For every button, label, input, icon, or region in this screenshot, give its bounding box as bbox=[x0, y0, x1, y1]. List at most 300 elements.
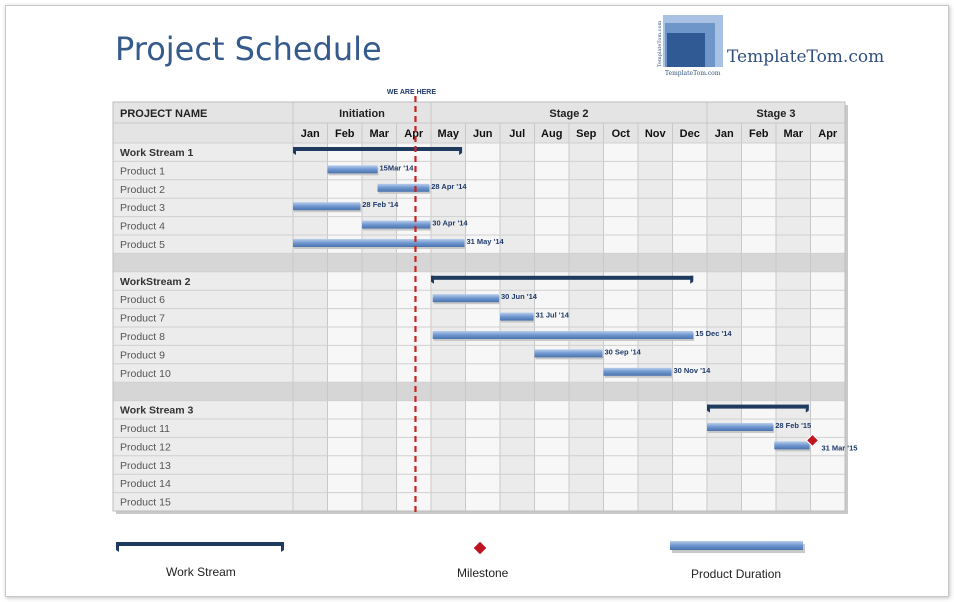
grid-cell bbox=[673, 161, 708, 179]
product-bar bbox=[293, 202, 360, 210]
grid-cell bbox=[500, 364, 535, 382]
grid-cell bbox=[397, 290, 432, 308]
grid-cell bbox=[638, 345, 673, 363]
grid-cell bbox=[638, 180, 673, 198]
grid-cell bbox=[500, 419, 535, 437]
grid-cell bbox=[776, 290, 811, 308]
grid-cell bbox=[569, 180, 604, 198]
grid-cell bbox=[466, 364, 501, 382]
grid-cell bbox=[431, 474, 466, 492]
grid-cell bbox=[293, 493, 328, 511]
grid-cell bbox=[811, 327, 846, 345]
month-header: Apr bbox=[404, 128, 424, 140]
product-label: Product 6 bbox=[120, 294, 165, 307]
product-label: Product 3 bbox=[120, 202, 165, 215]
grid-cell bbox=[707, 143, 742, 161]
grid-cell bbox=[569, 235, 604, 253]
grid-cell bbox=[500, 345, 535, 363]
product-label: Product 7 bbox=[120, 312, 165, 325]
grid-cell bbox=[638, 437, 673, 455]
grid-cell bbox=[535, 217, 570, 235]
grid-cell bbox=[466, 217, 501, 235]
product-end-date-label: 30 Jun '14 bbox=[500, 292, 537, 302]
product-label: Product 9 bbox=[120, 349, 165, 362]
grid-cell bbox=[707, 437, 742, 455]
product-label: Product 14 bbox=[120, 478, 171, 491]
grid-cell bbox=[638, 401, 673, 419]
grid-cell bbox=[742, 345, 777, 363]
grid-cell bbox=[742, 198, 777, 216]
grid-cell bbox=[776, 327, 811, 345]
month-header: Sep bbox=[576, 128, 597, 140]
grid-cell bbox=[673, 437, 708, 455]
product-label: Product 11 bbox=[120, 423, 171, 435]
grid-cell bbox=[742, 437, 777, 455]
grid-cell bbox=[500, 235, 535, 253]
grid-cell bbox=[362, 309, 397, 327]
product-label: Product 5 bbox=[120, 239, 165, 251]
grid-cell bbox=[811, 198, 846, 216]
grid-cell bbox=[673, 345, 708, 363]
we-are-here-label: WE ARE HERE bbox=[386, 89, 437, 96]
grid-cell bbox=[742, 401, 777, 419]
grid-cell bbox=[328, 456, 363, 474]
grid-cell bbox=[569, 143, 604, 161]
page-title: Project Schedule bbox=[115, 30, 382, 68]
grid-cell bbox=[811, 345, 846, 363]
grid-cell bbox=[707, 198, 742, 216]
grid-cell bbox=[707, 401, 742, 419]
grid-cell bbox=[397, 345, 432, 363]
legend-milestone-label: Milestone bbox=[457, 566, 509, 580]
grid-cell bbox=[569, 474, 604, 492]
grid-cell bbox=[466, 272, 501, 290]
grid-cell bbox=[535, 290, 570, 308]
grid-cell bbox=[673, 419, 708, 437]
grid-cell bbox=[707, 493, 742, 511]
grid-cell bbox=[638, 474, 673, 492]
grid-cell bbox=[776, 493, 811, 511]
grid-cell bbox=[707, 235, 742, 253]
grid-cell bbox=[742, 290, 777, 308]
grid-cell bbox=[466, 198, 501, 216]
work-stream-label: Work Stream 3 bbox=[120, 404, 194, 417]
work-stream-label: WorkStream 2 bbox=[120, 275, 191, 288]
grid-cell bbox=[431, 437, 466, 455]
grid-cell bbox=[431, 401, 466, 419]
product-label: Product 13 bbox=[120, 459, 171, 472]
work-stream-bar bbox=[431, 276, 693, 280]
grid-cell bbox=[604, 456, 639, 474]
grid-cell bbox=[466, 419, 501, 437]
grid-cell bbox=[535, 161, 570, 179]
grid-cell bbox=[466, 493, 501, 511]
grid-cell bbox=[431, 309, 466, 327]
product-bar bbox=[362, 221, 430, 229]
grid-cell bbox=[742, 161, 777, 179]
grid-cell bbox=[397, 456, 432, 474]
grid-cell bbox=[362, 364, 397, 382]
grid-cell bbox=[431, 419, 466, 437]
grid-cell bbox=[397, 143, 432, 161]
grid-cell bbox=[535, 474, 570, 492]
grid-cell bbox=[397, 198, 432, 216]
grid-cell bbox=[500, 217, 535, 235]
product-bar bbox=[433, 331, 693, 339]
grid-cell bbox=[293, 437, 328, 455]
product-end-date-label: 31 Jul '14 bbox=[535, 310, 569, 320]
product-label: Product 10 bbox=[120, 367, 171, 380]
grid-cell bbox=[638, 143, 673, 161]
grid-cell bbox=[466, 401, 501, 419]
grid-cell bbox=[776, 474, 811, 492]
grid-cell bbox=[604, 217, 639, 235]
grid-cell bbox=[535, 180, 570, 198]
grid-cell bbox=[431, 456, 466, 474]
grid-cell bbox=[397, 437, 432, 455]
legend-work-stream-right-cap bbox=[281, 542, 284, 552]
month-header: Oct bbox=[611, 128, 630, 140]
grid-cell bbox=[811, 290, 846, 308]
grid-cell bbox=[362, 345, 397, 363]
grid-cell bbox=[707, 456, 742, 474]
month-header: Nov bbox=[644, 128, 666, 140]
grid-cell bbox=[604, 272, 639, 290]
grid-cell bbox=[431, 198, 466, 216]
grid-cell bbox=[811, 180, 846, 198]
grid-cell bbox=[776, 217, 811, 235]
product-bar bbox=[500, 313, 533, 321]
month-header: Jan bbox=[714, 128, 734, 140]
grid-cell bbox=[500, 474, 535, 492]
grid-cell bbox=[811, 401, 846, 419]
logo-brand-text: TemplateTom.com bbox=[727, 47, 885, 67]
product-bar bbox=[535, 349, 603, 357]
legend-product-duration-label: Product Duration bbox=[691, 567, 782, 581]
month-header: Feb bbox=[748, 128, 769, 140]
grid-cell bbox=[500, 437, 535, 455]
grid-cell bbox=[569, 309, 604, 327]
grid-cell bbox=[742, 474, 777, 492]
grid-cell bbox=[604, 180, 639, 198]
legend-work-stream-left-cap bbox=[116, 542, 119, 552]
grid-cell bbox=[328, 493, 363, 511]
grid-cell bbox=[397, 401, 432, 419]
grid-cell bbox=[776, 143, 811, 161]
grid-cell bbox=[776, 235, 811, 253]
product-end-date-label: 15 Dec '14 bbox=[695, 329, 732, 338]
grid-cell bbox=[707, 345, 742, 363]
product-end-date-label: 31 Mar '15 bbox=[821, 443, 858, 453]
logo-vertical-text: TemplateTom.com bbox=[657, 20, 663, 67]
grid-cell bbox=[638, 456, 673, 474]
grid-cell bbox=[673, 198, 708, 216]
grid-cell bbox=[500, 198, 535, 216]
grid-cell bbox=[397, 272, 432, 290]
grid-cell bbox=[362, 419, 397, 437]
grid-cell bbox=[742, 235, 777, 253]
grid-cell bbox=[362, 474, 397, 492]
grid-cell bbox=[328, 437, 363, 455]
grid-cell bbox=[638, 161, 673, 179]
grid-cell bbox=[466, 456, 501, 474]
grid-cell bbox=[328, 345, 363, 363]
grid-cell bbox=[362, 327, 397, 345]
grid-cell bbox=[673, 474, 708, 492]
grid-cell bbox=[293, 309, 328, 327]
product-label: Product 2 bbox=[120, 183, 165, 196]
grid-cell bbox=[673, 456, 708, 474]
grid-cell bbox=[776, 161, 811, 179]
legend-work-stream-label: Work Stream bbox=[166, 565, 236, 579]
grid-cell bbox=[535, 401, 570, 419]
grid-cell bbox=[293, 161, 328, 179]
product-label: Product 12 bbox=[120, 441, 171, 454]
grid-cell bbox=[776, 180, 811, 198]
grid-cell bbox=[604, 309, 639, 327]
grid-cell bbox=[569, 401, 604, 419]
section-separator-row bbox=[113, 253, 845, 271]
grid-cell bbox=[328, 217, 363, 235]
grid-cell bbox=[293, 364, 328, 382]
grid-cell bbox=[811, 456, 846, 474]
grid-cell bbox=[293, 290, 328, 308]
grid-cell bbox=[742, 272, 777, 290]
grid-cell bbox=[742, 493, 777, 511]
month-header: Dec bbox=[679, 128, 700, 140]
grid-cell bbox=[811, 272, 846, 290]
grid-cell bbox=[362, 437, 397, 455]
product-end-date-label: 30 Apr '14 bbox=[432, 218, 468, 228]
grid-cell bbox=[811, 235, 846, 253]
grid-cell bbox=[673, 143, 708, 161]
grid-cell bbox=[500, 272, 535, 290]
product-label: Product 8 bbox=[120, 331, 165, 343]
project-name-header: PROJECT NAME bbox=[120, 108, 208, 120]
grid-cell bbox=[673, 272, 708, 290]
grid-cell bbox=[397, 493, 432, 511]
legend-milestone-marker bbox=[473, 541, 487, 555]
work-stream-label: Work Stream 1 bbox=[120, 147, 194, 159]
grid-cell bbox=[673, 401, 708, 419]
grid-cell bbox=[776, 198, 811, 216]
grid-cell bbox=[293, 401, 328, 419]
grid-cell bbox=[707, 272, 742, 290]
grid-cell bbox=[776, 345, 811, 363]
grid-cell bbox=[604, 235, 639, 253]
logo-small-text: TemplateTom.com bbox=[665, 70, 721, 77]
grid-cell bbox=[535, 235, 570, 253]
grid-cell bbox=[776, 272, 811, 290]
grid-cell bbox=[500, 161, 535, 179]
work-stream-bar bbox=[293, 147, 462, 151]
grid-cell bbox=[569, 217, 604, 235]
grid-cell bbox=[742, 309, 777, 327]
grid-cell bbox=[466, 474, 501, 492]
grid-cell bbox=[811, 364, 846, 382]
grid-cell bbox=[811, 474, 846, 492]
grid-cell bbox=[638, 493, 673, 511]
grid-cell bbox=[328, 364, 363, 382]
grid-cell bbox=[569, 161, 604, 179]
grid-cell bbox=[293, 180, 328, 198]
section-separator-row bbox=[113, 382, 845, 400]
grid-cell bbox=[673, 217, 708, 235]
grid-cell bbox=[707, 180, 742, 198]
grid-cell bbox=[569, 493, 604, 511]
product-end-date-label: 28 Feb '14 bbox=[362, 200, 399, 210]
month-header: May bbox=[437, 128, 459, 140]
product-end-date-label: 31 May '14 bbox=[466, 237, 504, 246]
grid-cell bbox=[500, 180, 535, 198]
product-bar bbox=[604, 368, 672, 376]
month-header: Apr bbox=[818, 128, 838, 140]
product-end-date-label: 30 Nov '14 bbox=[673, 365, 711, 375]
grid-cell bbox=[673, 290, 708, 308]
grid-cell bbox=[638, 235, 673, 253]
grid-cell bbox=[293, 143, 328, 161]
grid-cell bbox=[742, 456, 777, 474]
grid-cell bbox=[638, 419, 673, 437]
grid-cell bbox=[811, 217, 846, 235]
grid-cell bbox=[535, 143, 570, 161]
grid-cell bbox=[742, 364, 777, 382]
grid-cell bbox=[742, 217, 777, 235]
grid-cell bbox=[397, 364, 432, 382]
grid-cell bbox=[535, 456, 570, 474]
grid-cell bbox=[500, 401, 535, 419]
legend-work-stream-bar bbox=[116, 542, 284, 546]
grid-cell bbox=[604, 437, 639, 455]
grid-cell bbox=[811, 309, 846, 327]
grid-cell bbox=[397, 309, 432, 327]
grid-cell bbox=[328, 180, 363, 198]
grid-cell bbox=[293, 419, 328, 437]
grid-cell bbox=[811, 493, 846, 511]
grid-cell bbox=[431, 345, 466, 363]
grid-cell bbox=[604, 198, 639, 216]
grid-cell bbox=[638, 272, 673, 290]
grid-cell bbox=[535, 493, 570, 511]
grid-cell bbox=[535, 198, 570, 216]
grid-cell bbox=[362, 272, 397, 290]
grid-cell bbox=[569, 364, 604, 382]
grid-cell bbox=[431, 161, 466, 179]
grid-cell bbox=[535, 272, 570, 290]
month-header: Feb bbox=[334, 128, 355, 140]
grid-cell bbox=[776, 456, 811, 474]
grid-cell bbox=[466, 180, 501, 198]
product-bar bbox=[293, 239, 464, 247]
grid-cell bbox=[604, 419, 639, 437]
grid-cell bbox=[707, 161, 742, 179]
grid-cell bbox=[293, 345, 328, 363]
grid-cell bbox=[293, 217, 328, 235]
grid-cell bbox=[397, 474, 432, 492]
legend-product-bar bbox=[670, 541, 803, 550]
grid-cell bbox=[328, 272, 363, 290]
grid-cell bbox=[673, 309, 708, 327]
grid-cell bbox=[328, 143, 363, 161]
month-header: Jan bbox=[300, 128, 320, 140]
grid-cell bbox=[362, 401, 397, 419]
grid-cell bbox=[707, 474, 742, 492]
grid-cell bbox=[742, 327, 777, 345]
product-bar bbox=[774, 441, 809, 449]
grid-cell bbox=[776, 401, 811, 419]
grid-cell bbox=[397, 419, 432, 437]
product-label: Product 4 bbox=[120, 220, 165, 233]
product-label: Product 1 bbox=[120, 165, 165, 178]
grid-cell bbox=[638, 290, 673, 308]
grid-cell bbox=[293, 474, 328, 492]
product-end-date-label: 30 Sep '14 bbox=[604, 347, 641, 357]
product-bar bbox=[378, 184, 430, 192]
month-header: Mar bbox=[783, 128, 804, 140]
grid-cell bbox=[638, 217, 673, 235]
grid-cell bbox=[638, 309, 673, 327]
grid-cell bbox=[466, 161, 501, 179]
grid-cell bbox=[466, 437, 501, 455]
stage-header: Stage 3 bbox=[756, 108, 796, 120]
grid-cell bbox=[535, 437, 570, 455]
grid-cell bbox=[673, 235, 708, 253]
grid-cell bbox=[776, 364, 811, 382]
grid-cell bbox=[293, 456, 328, 474]
grid-cell bbox=[328, 290, 363, 308]
grid-cell bbox=[604, 474, 639, 492]
grid-cell bbox=[811, 161, 846, 179]
grid-cell bbox=[362, 493, 397, 511]
grid-cell bbox=[431, 272, 466, 290]
grid-cell bbox=[466, 143, 501, 161]
grid-cell bbox=[466, 309, 501, 327]
grid-cell bbox=[604, 161, 639, 179]
grid-cell bbox=[707, 364, 742, 382]
grid-cell bbox=[638, 198, 673, 216]
product-bar bbox=[328, 165, 378, 173]
grid-cell bbox=[328, 309, 363, 327]
grid-cell bbox=[328, 419, 363, 437]
grid-cell bbox=[569, 456, 604, 474]
grid-cell bbox=[673, 493, 708, 511]
product-end-date-label: 15Mar '14 bbox=[379, 163, 414, 173]
grid-cell bbox=[535, 364, 570, 382]
grid-cell bbox=[673, 180, 708, 198]
grid-cell bbox=[776, 309, 811, 327]
month-header: Aug bbox=[541, 128, 563, 140]
grid-cell bbox=[500, 456, 535, 474]
month-header: Mar bbox=[369, 128, 390, 140]
grid-cell bbox=[328, 327, 363, 345]
grid-cell bbox=[328, 401, 363, 419]
month-header: Jun bbox=[472, 128, 493, 140]
stage-header: Stage 2 bbox=[549, 108, 589, 120]
grid-cell bbox=[811, 143, 846, 161]
grid-cell bbox=[811, 419, 846, 437]
grid-cell bbox=[362, 456, 397, 474]
product-end-date-label: 28 Apr '14 bbox=[431, 181, 467, 191]
grid-cell bbox=[569, 290, 604, 308]
grid-cell bbox=[604, 143, 639, 161]
grid-cell bbox=[293, 272, 328, 290]
month-header: Jul bbox=[509, 128, 526, 140]
grid-cell bbox=[293, 327, 328, 345]
grid-cell bbox=[500, 493, 535, 511]
grid-cell bbox=[604, 290, 639, 308]
grid-cell bbox=[362, 290, 397, 308]
grid-cell bbox=[362, 143, 397, 161]
